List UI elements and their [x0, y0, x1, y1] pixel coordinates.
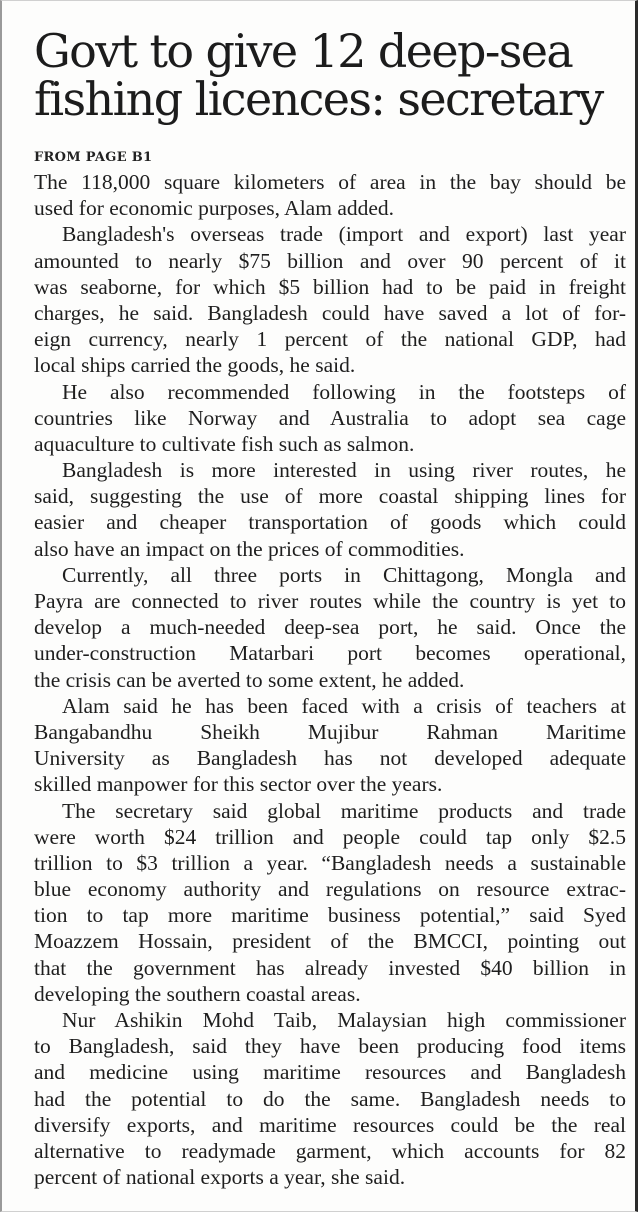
body-text-line: Nur Ashikin Mohd Taib, Malaysian high commissioner — [62, 1008, 626, 1032]
headline-line: Govt to give 12 deep-sea — [34, 24, 573, 78]
body-text-line: develop a much-needed deep-sea port, he said. Once the — [34, 615, 626, 640]
body-text-line: had the potential to do the same. Bangladesh needs to — [34, 1086, 626, 1111]
body-text-line: Alam said he has been faced with a crisis of teachers at — [62, 693, 626, 718]
body-text-line: blue economy authority and regulations on resource extrac- — [34, 877, 626, 902]
body-text-line: diversify exports, and maritime resources could be the real — [34, 1112, 626, 1137]
body-text-line: under-construction Matarbari port becomes operational, — [34, 641, 626, 666]
body-text-line: used for economic purposes, Alam added. — [34, 196, 395, 221]
body-text-line: said, suggesting the use of more coastal shipping lines for — [34, 484, 626, 509]
body-text-line: skilled manpower for this sector over the years. — [34, 772, 443, 797]
body-text-line: that the government has already invested $40 billion in — [34, 955, 626, 980]
body-text-line: He also recommended following in the footsteps of — [62, 379, 626, 404]
body-text-line: was seaborne, for which $5 billion had to be paid in freight — [34, 274, 626, 299]
body-text-line: The 118,000 square kilometers of area in the bay should be — [34, 170, 626, 194]
body-text-line: easier and cheaper transportation of goods which could — [34, 510, 626, 535]
headline-line: fishing licences: secretary — [34, 72, 603, 126]
body-text-line: the crisis can be averted to some extent, he added. — [34, 667, 465, 692]
body-text-line: Currently, all three ports in Chittagong, Mongla and — [62, 562, 626, 587]
body-text-line: Moazzem Hossain, president of the BMCCI, pointing out — [34, 929, 626, 954]
body-text-line: percent of national exports a year, she said. — [34, 1165, 406, 1190]
body-text-line: Payra are connected to river routes while the country is yet to — [34, 589, 626, 613]
body-text-line: also have an impact on the prices of commodities. — [34, 536, 465, 561]
body-text-line: amounted to nearly $75 billion and over 90 percent of it — [34, 248, 626, 273]
body-text-line: and medicine using maritime resources and Bangladesh — [34, 1060, 626, 1085]
body-text-line: Bangabandhu Sheikh Mujibur Rahman Maritime — [34, 719, 626, 744]
body-text-line: local ships carried the goods, he said. — [34, 353, 356, 378]
headline — [34, 24, 634, 126]
body-text-line: Bangladesh's overseas trade (import and export) last year — [62, 222, 626, 247]
article-body — [34, 169, 626, 1190]
body-text-line: developing the southern coastal areas. — [34, 981, 361, 1006]
body-text-line: charges, he said. Bangladesh could have saved a lot of for- — [34, 300, 626, 325]
body-text-line: alternative to readymade garment, which accounts for 82 — [34, 1138, 626, 1163]
body-text-line: The secretary said global maritime products and trade — [62, 798, 626, 823]
body-text-line: eign currency, nearly 1 percent of the national GDP, had — [34, 327, 626, 352]
body-text-line: Bangladesh is more interested in using river routes, he — [62, 458, 626, 483]
body-text-line: aquaculture to cultivate fish such as salmon. — [34, 431, 415, 456]
body-text-line: countries like Norway and Australia to adopt sea cage — [34, 405, 626, 430]
body-text-line: to Bangladesh, said they have been producing food items — [34, 1034, 626, 1059]
body-text-line: trillion to $3 trillion a year. “Bangladesh needs a sustainable — [34, 850, 626, 875]
continuation-label: FROM PAGE B1 — [34, 150, 153, 165]
body-text-line: University as Bangladesh has not developed adequate — [34, 746, 626, 771]
body-text-line: were worth $24 trillion and people could tap only $2.5 — [34, 824, 626, 849]
body-text-line: tion to tap more maritime business potential,” said Syed — [34, 903, 626, 928]
